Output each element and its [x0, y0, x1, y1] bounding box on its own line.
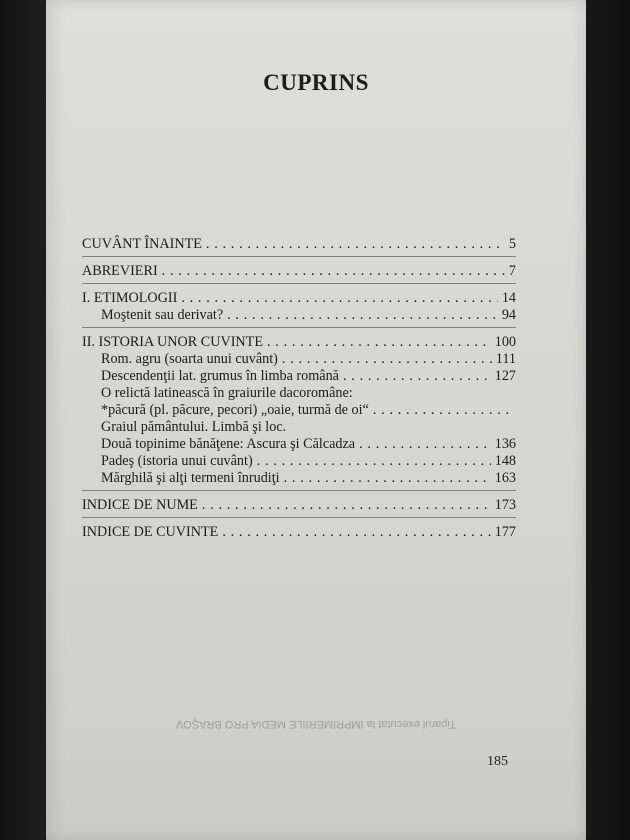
- leader-dots: [267, 334, 491, 351]
- toc-entry-label: O relictă latinească în graiurile dacoromâne:: [101, 385, 353, 401]
- toc-entry-page: 148: [494, 453, 516, 469]
- toc-entry-page: 177: [494, 524, 516, 540]
- toc-entry-label: INDICE DE NUME: [82, 497, 198, 513]
- leader-dots: [162, 263, 505, 280]
- divider: [82, 517, 516, 518]
- leader-dots: [343, 368, 491, 385]
- table-of-contents: [82, 236, 516, 541]
- toc-entry: [82, 368, 516, 385]
- toc-entry-label: Graiul pământului. Limbă şi loc.: [101, 419, 287, 435]
- toc-entry-label: II. ISTORIA UNOR CUVINTE: [82, 334, 264, 350]
- toc-entry-label: Descendenţii lat. grumus în limba română: [101, 368, 339, 384]
- toc-entry: [82, 419, 516, 436]
- toc-entry: [82, 351, 516, 368]
- leader-dots: [206, 236, 505, 253]
- toc-entry: [82, 497, 516, 514]
- toc-entry-label: Două topinime bănăţene: Ascura şi Călcadza: [101, 436, 356, 452]
- divider: [82, 256, 516, 257]
- leader-dots: [257, 453, 491, 470]
- toc-entry: [82, 263, 516, 280]
- leader-dots: [227, 307, 498, 324]
- toc-entry-page: 163: [494, 470, 516, 486]
- toc-entry: [82, 290, 516, 307]
- toc-entry: [82, 453, 516, 470]
- divider: [82, 283, 516, 284]
- leader-dots: [284, 470, 491, 487]
- toc-entry: [82, 307, 516, 324]
- toc-entry-page: 173: [494, 497, 516, 513]
- leader-dots: [359, 436, 491, 453]
- toc-entry-page: 94: [501, 307, 516, 323]
- toc-entry-page: 136: [494, 436, 516, 452]
- toc-entry-page: 100: [494, 334, 516, 350]
- toc-entry-page: 14: [501, 290, 516, 306]
- toc-entry-label: ABREVIERI: [82, 263, 158, 279]
- toc-entry: [82, 236, 516, 253]
- toc-entry: [82, 402, 516, 419]
- page-number: 185: [487, 754, 508, 769]
- printer-imprint: Tiparul executat la IMPRIMERIILE MEDIA PRO BRAŞOV: [175, 718, 457, 730]
- divider: [82, 327, 516, 328]
- toc-entry-label: Mărghilă şi alţi termeni înrudiţi: [101, 470, 280, 486]
- toc-entry-label: Padeş (istoria unui cuvânt): [101, 453, 253, 469]
- toc-entry-label: I. ETIMOLOGII: [82, 290, 178, 306]
- toc-entry: [82, 436, 516, 453]
- toc-entry: [82, 334, 516, 351]
- page-title: CUPRINS: [263, 70, 369, 95]
- toc-entry: [82, 524, 516, 541]
- leader-dots: [181, 290, 497, 307]
- toc-entry-label: *păcură (pl. păcure, pecori) „oaie, turmă de oi“: [101, 402, 369, 418]
- book-page: [46, 0, 586, 840]
- leader-dots: [222, 524, 490, 541]
- toc-entry-page: 127: [494, 368, 516, 384]
- leader-dots: [373, 402, 512, 419]
- toc-entry-page: 7: [508, 263, 516, 279]
- toc-entry-label: Moştenit sau derivat?: [101, 307, 224, 323]
- leader-dots: [282, 351, 492, 368]
- toc-entry: [82, 470, 516, 487]
- toc-entry-label: Rom. agru (soarta unui cuvânt): [101, 351, 278, 367]
- leader-dots: [202, 497, 491, 514]
- toc-entry-label: CUVÂNT ÎNAINTE: [82, 236, 202, 252]
- toc-entry: [82, 385, 516, 402]
- toc-entry-page: 111: [495, 351, 516, 367]
- toc-entry-label: INDICE DE CUVINTE: [82, 524, 219, 540]
- toc-entry-page: 5: [508, 236, 516, 252]
- divider: [82, 490, 516, 491]
